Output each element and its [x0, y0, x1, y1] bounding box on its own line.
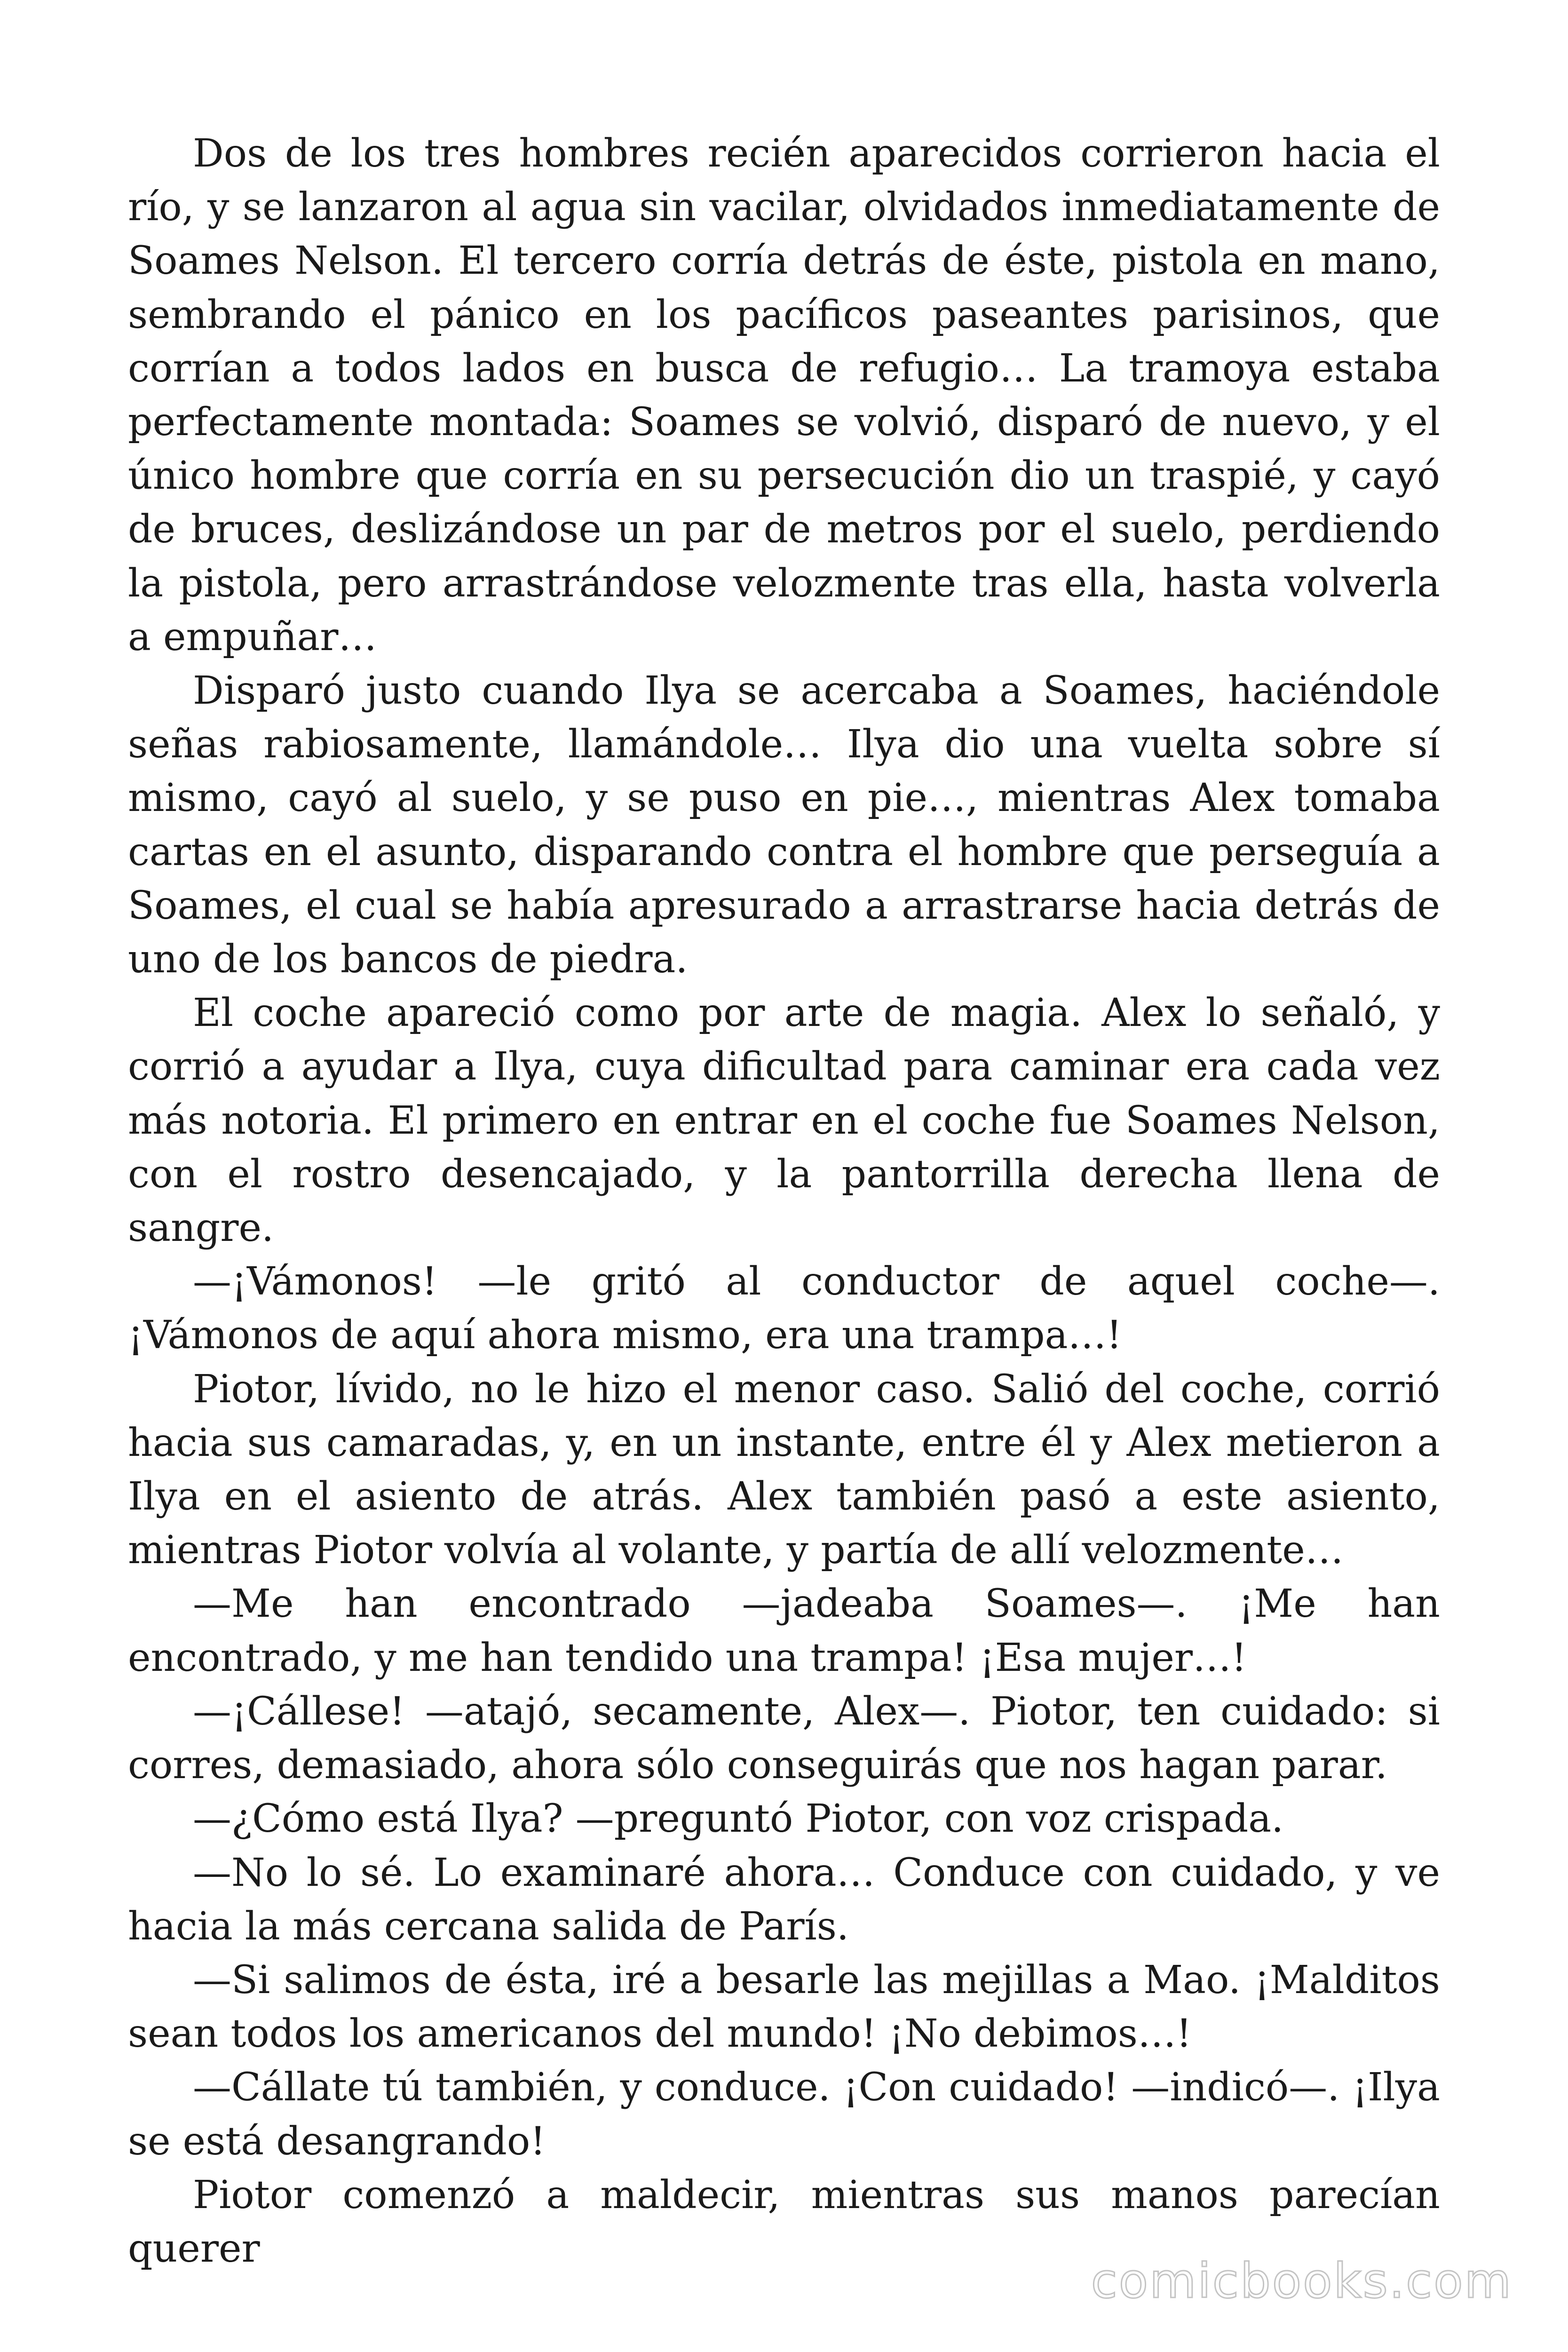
paragraph: —No lo sé. Lo examinaré ahora… Conduce con cuidado, y ve hacia la más cercana salida de París. — [128, 1850, 1440, 1949]
body-text — [128, 127, 1440, 2276]
paragraph-continued: Piotor comenzó a maldecir, mientras sus manos parecían querer — [128, 2172, 1440, 2271]
paragraph: —¡Cállese! —atajó, secamente, Alex—. Piotor, ten cuidado: si corres, demasiado, ahora sólo conseguirás que nos hagan parar. — [128, 1689, 1440, 1788]
paragraph: —¿Cómo está Ilya? —preguntó Piotor, con voz crispada. — [193, 1796, 1284, 1842]
paragraph: —¡Vámonos! —le gritó al conductor de aquel coche—. ¡Vámonos de aquí ahora mismo, era una trampa…! — [128, 1259, 1440, 1358]
paragraph: —Cállate tú también, y conduce. ¡Con cuidado! —indicó—. ¡Ilya se está desangrando! — [128, 2065, 1440, 2164]
paragraph: El coche apareció como por arte de magia. Alex lo señaló, y corrió a ayudar a Ilya, cuya dificultad para caminar era cada vez más notoria. El primero en entrar en el coche fue Soames Nelson, con el rostro desencajado, y la pantorrilla derecha llena de sangre. — [128, 991, 1440, 1251]
paragraph: Dos de los tres hombres recién aparecidos corrieron hacia el río, y se lanzaron al agua sin vacilar, olvidados inmediatamente de Soames Nelson. El tercero corría detrás de éste, pistola en mano, sembrando el pánico en los pacíficos paseantes parisinos, que corrían a todos lados en busca de refugio… La tramoya estaba perfectamente montada: Soames se volvió, disparó de nuevo, y el único hombre que corría en su persecución dio un traspié, y cayó de bruces, deslizándose un par de metros por el suelo, perdiendo la pistola, pero arrastrándose velozmente tras ella, hasta volverla a empuñar… — [128, 131, 1440, 660]
paragraph: Piotor, lívido, no le hizo el menor caso. Salió del coche, corrió hacia sus camaradas, y, en un instante, entre él y Alex metieron a Ilya en el asiento de atrás. Alex también pasó a este asiento, mientras Piotor volvía al volante, y partía de allí velozmente… — [128, 1367, 1440, 1573]
paragraph: Disparó justo cuando Ilya se acercaba a Soames, haciéndole señas rabiosamente, llamándole… Ilya dio una vuelta sobre sí mismo, cayó al suelo, y se puso en pie…, mientras Alex tomaba cartas en el asunto, disparando contra el hombre que perseguía a Soames, el cual se había apresurado a arrastrarse hacia detrás de uno de los bancos de piedra. — [128, 668, 1440, 982]
watermark: comicbooks.com — [1091, 2253, 1513, 2309]
paragraph: —Me han encontrado —jadeaba Soames—. ¡Me han encontrado, y me han tendido una trampa! ¡Esa mujer…! — [128, 1581, 1440, 1680]
paragraph: —Si salimos de ésta, iré a besarle las mejillas a Mao. ¡Malditos sean todos los americanos del mundo! ¡No debimos…! — [128, 1957, 1440, 2057]
